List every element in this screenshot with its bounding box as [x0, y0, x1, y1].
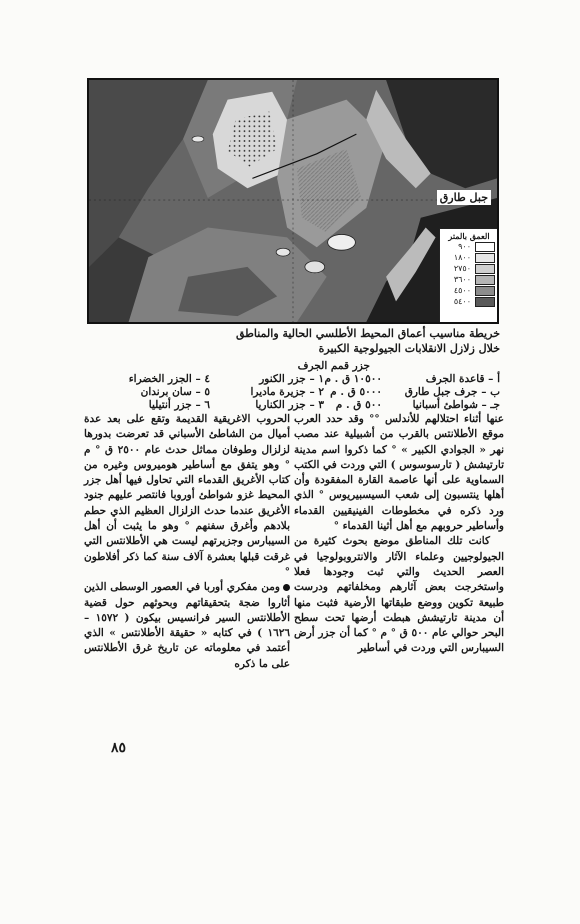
right-column — [294, 412, 504, 657]
legend-swatch — [475, 286, 495, 296]
depth-legend — [439, 228, 499, 324]
legend-swatch — [475, 253, 495, 263]
legend-title: العمق بالمتر — [448, 231, 490, 241]
caption-line-1: خريطة مناسيب أعماق المحيط الأطلسي الحالية والمناطق — [235, 327, 500, 340]
legend-row — [440, 263, 498, 274]
ocean-depth-map — [87, 78, 499, 324]
right-paragraph-2: كانت تلك المناطق موضع بحوث كثيرة من الجيولوجيين وعلماء الآثار والانتروبولوجيا في العصر الحديث والتي ثبت وجودها فعلا واستخرجت بعض آثارهم ومخلفاتهم ودرست طبيعة تكوين ووضع طبقاتها الأرضية فثبت منها أن مدينة تارتيشش هبطت أرضها تحت سطح البحر حوالي عام ٥٠٠ ق ° م ° كما أن جزر أرض السيبارس التي وردت في أساطير — [294, 535, 504, 655]
key-header: جزر قمم الجرف — [297, 360, 370, 372]
key-island-4: ٤ – الجزر الخضراء — [128, 373, 210, 385]
key-a: أ – قاعدة الجرف — [425, 373, 500, 385]
map-caption — [86, 326, 500, 356]
legend-swatch — [475, 264, 495, 274]
left-paragraph-2: ومن مفكري أوربا في العصور الوسطى الذين أثاروا ضجة بتحقيقاتهم وبحوثهم حول قضية الأطلانتس السير فرانسيس بيكون ( ١٥٧٢ – ١٦٢٦ ) في كتابه « حقيقة الأطلانتس » الذي أعتمد في معلوماته عن تاريخ غرق الأطلانتس على ما ذكره — [84, 581, 291, 670]
legend-swatch — [475, 297, 495, 307]
caption-line-2: خلال زلازل الانقلابات الجيولوجية الكبيرة — [318, 342, 500, 355]
legend-row — [440, 241, 498, 252]
legend-value: ١٨٠٠ — [453, 253, 471, 262]
legend-value: ٩٠٠ — [458, 242, 471, 251]
legend-row — [440, 285, 498, 296]
legend-value: ٢٧٥٠ — [453, 264, 471, 273]
key-c: جـ – شواطئ أسبانيا — [412, 399, 500, 411]
key-island-2: ٢ – جزيرة ماديرا — [250, 386, 324, 398]
left-paragraph-2-wrap — [84, 580, 290, 672]
key-island-3: ٣ – جزر الكناريا — [255, 399, 324, 411]
key-island-1: ١ – جزر الكنور — [259, 373, 324, 385]
legend-row — [440, 274, 498, 285]
legend-value: ٤٥٠٠ — [453, 286, 471, 295]
bullet-icon — [283, 584, 290, 591]
legend-swatch — [475, 275, 495, 285]
legend-row — [440, 296, 498, 307]
key-island-6: ٦ – جزر أنتيليا — [148, 399, 210, 411]
key-b-depth: ٥٠٠٠ ق . م — [330, 386, 382, 398]
key-c-depth: ٥٠٠ ق . م — [335, 399, 382, 411]
left-paragraph-1: الحروب الاغريقية القديمة وتقع على بعد عدة أميال من الشاطئ الأسباني قد تعرضت بدورها لزلزال وطوفان مماثل حدث عام ٢٥٠٠ ق ° م ° وهو يتفق مع أساطير هوميروس وغيره من كتاب الأغريق القدماء التي تحاول فيها أهل جزر المحيط غزو شواطئ أوروبا فانتصر عليهم جنود الأغريق عندما حدث الزلزال العظيم الذي حطم بلادهم وأغرق سفنهم ° وهو ما يثبت أن أهل السيبارس وجزيرتهم ليست هي الأطلانتس التي غرقت قبلها بعشرة آلاف سنة كما ذكر أفلاطون ° — [84, 413, 290, 578]
legend-swatch — [475, 242, 495, 252]
gibraltar-label: جبل طارق — [437, 190, 491, 205]
left-column — [84, 412, 290, 672]
key-a-depth: ١٠٥٠٠ ق . م — [324, 373, 382, 385]
key-b: ب – جرف جبل طارق — [404, 386, 500, 398]
legend-value: ٥٤٠٠ — [453, 297, 471, 306]
page-number: ٨٥ — [111, 740, 127, 756]
key-island-5: ٥ – سان برندان — [140, 386, 210, 398]
legend-value: ٣٦٠٠ — [453, 275, 471, 284]
right-paragraph-1: عنها أثناء احتلالهم للأندلس °° وقد حدد العرب موقع الأطلانتس بالقرب من أشبيلية عند مصب نهر « الجوادي الكبير » ° كما ذكروا اسم مدينة تارتيشش ( تارسوسوس ) التي وردت في الكتب السماوية على أنها عاصمة القارة المفقودة وأن أهلها ينتسبون إلى شعب السيسبيريوس ° الذي ورد ذكره في مخطوطات الفينيقيين القدماء وأساطير حروبهم مع أهل أثينا القدماء ° — [294, 413, 504, 533]
legend-row — [440, 252, 498, 263]
